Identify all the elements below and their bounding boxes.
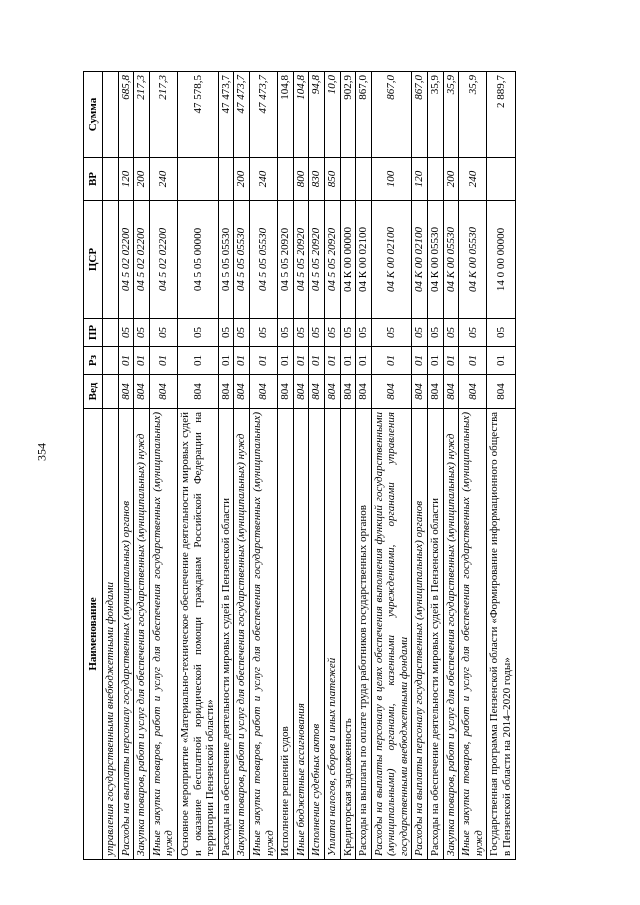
cell-csr: 04 5 05 20920 (309, 201, 325, 319)
cell-rz: 01 (234, 347, 250, 375)
table-row (234, 72, 250, 860)
cell-rz: 01 (412, 347, 428, 375)
cell-sum: 867,0 (371, 72, 412, 158)
cell-sum: 217,3 (134, 72, 150, 158)
cell-rz: 01 (356, 347, 372, 375)
cell-name: Основное мероприятие «Материально-техническое обеспечение деятельности мировых судей и оказание бесплатной юридической помощи гражданам Российской Федерации на территории Пензенской области» (177, 409, 218, 860)
header-vr: ВР (84, 158, 103, 201)
cell-csr: 04 К 00 05530 (443, 201, 459, 319)
table-row (293, 72, 309, 860)
table-row (428, 72, 444, 860)
table-row (371, 72, 412, 860)
cell-sum: 867,0 (356, 72, 372, 158)
cell-csr (103, 201, 119, 319)
header-rz: Рз (84, 347, 103, 375)
cell-name: Иные бюджетные ассигнования (293, 409, 309, 860)
cell-csr: 04 5 05 00000 (177, 201, 218, 319)
cell-sum: 867,0 (412, 72, 428, 158)
cell-name: управления государственными внебюджетными фондами (103, 409, 119, 860)
cell-vr (103, 158, 119, 201)
cell-name: Иные закупки товаров, работ и услуг для обеспечения государственных (муниципальных) нужд (149, 409, 177, 860)
cell-sum: 47 578,5 (177, 72, 218, 158)
cell-name: Кредиторская задолженность (340, 409, 356, 860)
cell-pr: 05 (249, 319, 277, 347)
table-row (177, 72, 218, 860)
cell-sum: 104,8 (278, 72, 294, 158)
cell-csr: 04 К 00 02100 (356, 201, 372, 319)
cell-csr: 04 К 00 00000 (340, 201, 356, 319)
table-row (103, 72, 119, 860)
cell-csr: 04 К 00 05530 (459, 201, 487, 319)
cell-vr: 850 (324, 158, 340, 201)
table-row (309, 72, 325, 860)
cell-pr: 05 (412, 319, 428, 347)
cell-vr: 200 (443, 158, 459, 201)
table-row (249, 72, 277, 860)
cell-csr: 04 5 02 02200 (118, 201, 134, 319)
cell-vr: 800 (293, 158, 309, 201)
cell-ved (103, 375, 119, 409)
cell-pr: 05 (293, 319, 309, 347)
cell-name: Расходы на выплаты по оплате труда работников государственных органов (356, 409, 372, 860)
cell-ved: 804 (371, 375, 412, 409)
cell-csr: 14 0 00 00000 (487, 201, 515, 319)
cell-pr: 05 (428, 319, 444, 347)
cell-sum: 685,8 (118, 72, 134, 158)
cell-csr: 04 5 02 02200 (149, 201, 177, 319)
cell-csr: 04 5 02 02200 (134, 201, 150, 319)
cell-name: Иные закупки товаров, работ и услуг для обеспечения государственных (муниципальных) нужд (459, 409, 487, 860)
cell-csr: 04 5 05 05530 (249, 201, 277, 319)
cell-pr: 05 (324, 319, 340, 347)
cell-vr: 200 (234, 158, 250, 201)
cell-ved: 804 (340, 375, 356, 409)
cell-ved: 804 (324, 375, 340, 409)
cell-csr: 04 5 05 20920 (278, 201, 294, 319)
cell-name: Исполнение решений судов (278, 409, 294, 860)
cell-vr (356, 158, 372, 201)
cell-csr: 04 К 00 02100 (371, 201, 412, 319)
cell-name: Расходы на выплаты персоналу в целях обеспечения выполнения функций государственными (муниципальными) органами, казенными учреждениями, органами управления государственными внебюджетными фондами (371, 409, 412, 860)
cell-vr (218, 158, 234, 201)
cell-sum: 35,9 (443, 72, 459, 158)
cell-sum: 902,9 (340, 72, 356, 158)
cell-pr: 05 (278, 319, 294, 347)
cell-name: Расходы на обеспечение деятельности мировых судей в Пензенской области (218, 409, 234, 860)
cell-csr: 04 К 00 05530 (428, 201, 444, 319)
cell-vr: 830 (309, 158, 325, 201)
cell-vr (177, 158, 218, 201)
cell-name: Закупка товаров, работ и услуг для обеспечения государственных (муниципальных) нужд (443, 409, 459, 860)
cell-sum: 104,8 (293, 72, 309, 158)
cell-rz: 01 (443, 347, 459, 375)
table-row (118, 72, 134, 860)
cell-pr (103, 319, 119, 347)
cell-sum: 47 473,7 (234, 72, 250, 158)
cell-sum: 35,9 (428, 72, 444, 158)
cell-rz: 01 (459, 347, 487, 375)
cell-pr: 05 (309, 319, 325, 347)
cell-name: Расходы на обеспечение деятельности мировых судей в Пензенской области (428, 409, 444, 860)
cell-vr (487, 158, 515, 201)
cell-sum: 217,3 (149, 72, 177, 158)
cell-ved: 804 (356, 375, 372, 409)
header-sum: Сумма (84, 72, 103, 158)
cell-rz: 01 (324, 347, 340, 375)
cell-ved: 804 (149, 375, 177, 409)
cell-pr: 05 (356, 319, 372, 347)
page-number: 354 (34, 443, 49, 461)
cell-ved: 804 (134, 375, 150, 409)
cell-sum: 94,8 (309, 72, 325, 158)
cell-vr (428, 158, 444, 201)
cell-vr (278, 158, 294, 201)
cell-pr: 05 (443, 319, 459, 347)
table-row (324, 72, 340, 860)
cell-vr: 100 (371, 158, 412, 201)
cell-rz: 01 (149, 347, 177, 375)
cell-name: Иные закупки товаров, работ и услуг для обеспечения государственных (муниципальных) нужд (249, 409, 277, 860)
table-row (459, 72, 487, 860)
cell-csr: 04 5 05 05530 (234, 201, 250, 319)
cell-ved: 804 (428, 375, 444, 409)
header-pr: ПР (84, 319, 103, 347)
cell-vr: 120 (118, 158, 134, 201)
cell-rz: 01 (293, 347, 309, 375)
cell-rz: 01 (177, 347, 218, 375)
cell-ved: 804 (443, 375, 459, 409)
table-row (278, 72, 294, 860)
cell-csr: 04 К 00 02100 (412, 201, 428, 319)
budget-table (83, 71, 516, 860)
cell-vr: 200 (134, 158, 150, 201)
cell-name: Расходы на выплаты персоналу государственных (муниципальных) органов (412, 409, 428, 860)
cell-pr: 05 (340, 319, 356, 347)
cell-vr: 240 (249, 158, 277, 201)
cell-pr: 05 (487, 319, 515, 347)
cell-csr: 04 5 05 20920 (293, 201, 309, 319)
cell-pr: 05 (134, 319, 150, 347)
cell-name: Расходы на выплаты персоналу государственных (муниципальных) органов (118, 409, 134, 860)
cell-rz: 01 (249, 347, 277, 375)
cell-pr: 05 (149, 319, 177, 347)
budget-table-container (83, 72, 591, 860)
table-header-row (84, 72, 103, 860)
header-name: Наименование (84, 409, 103, 860)
table-row (412, 72, 428, 860)
cell-rz: 01 (340, 347, 356, 375)
cell-vr: 240 (459, 158, 487, 201)
cell-ved: 804 (459, 375, 487, 409)
cell-sum: 47 473,7 (249, 72, 277, 158)
cell-rz: 01 (218, 347, 234, 375)
cell-ved: 804 (218, 375, 234, 409)
cell-sum: 2 889,7 (487, 72, 515, 158)
cell-name: Закупка товаров, работ и услуг для обеспечения государственных (муниципальных) нужд (234, 409, 250, 860)
cell-vr (340, 158, 356, 201)
table-row (443, 72, 459, 860)
cell-ved: 804 (177, 375, 218, 409)
cell-rz: 01 (428, 347, 444, 375)
cell-ved: 804 (278, 375, 294, 409)
cell-pr: 05 (118, 319, 134, 347)
table-row (134, 72, 150, 860)
cell-rz: 01 (371, 347, 412, 375)
cell-pr: 05 (371, 319, 412, 347)
cell-sum (103, 72, 119, 158)
cell-ved: 804 (234, 375, 250, 409)
cell-sum: 35,9 (459, 72, 487, 158)
cell-ved: 804 (249, 375, 277, 409)
cell-sum: 10,0 (324, 72, 340, 158)
table-row (340, 72, 356, 860)
cell-vr: 240 (149, 158, 177, 201)
cell-pr: 05 (218, 319, 234, 347)
cell-csr: 04 5 05 05530 (218, 201, 234, 319)
cell-rz: 01 (278, 347, 294, 375)
cell-name: Закупка товаров, работ и услуг для обеспечения государственных (муниципальных) нужд (134, 409, 150, 860)
cell-name: Исполнение судебных актов (309, 409, 325, 860)
cell-pr: 05 (177, 319, 218, 347)
cell-name: Уплата налогов, сборов и иных платежей (324, 409, 340, 860)
table-body (103, 72, 516, 860)
cell-ved: 804 (293, 375, 309, 409)
table-row (218, 72, 234, 860)
cell-rz: 01 (134, 347, 150, 375)
table-row (487, 72, 515, 860)
cell-ved: 804 (412, 375, 428, 409)
cell-rz: 01 (309, 347, 325, 375)
header-ved: Вед (84, 375, 103, 409)
table-row (356, 72, 372, 860)
cell-rz: 01 (487, 347, 515, 375)
cell-name: Государственная программа Пензенской области «Формирование информационного общества в Пензенской области на 2014–2020 годы» (487, 409, 515, 860)
cell-rz: 01 (118, 347, 134, 375)
table-row (149, 72, 177, 860)
cell-vr: 120 (412, 158, 428, 201)
cell-rz (103, 347, 119, 375)
cell-sum: 47 473,7 (218, 72, 234, 158)
cell-pr: 05 (234, 319, 250, 347)
cell-ved: 804 (118, 375, 134, 409)
cell-csr: 04 5 05 20920 (324, 201, 340, 319)
header-csr: ЦСР (84, 201, 103, 319)
cell-ved: 804 (309, 375, 325, 409)
cell-pr: 05 (459, 319, 487, 347)
cell-ved: 804 (487, 375, 515, 409)
